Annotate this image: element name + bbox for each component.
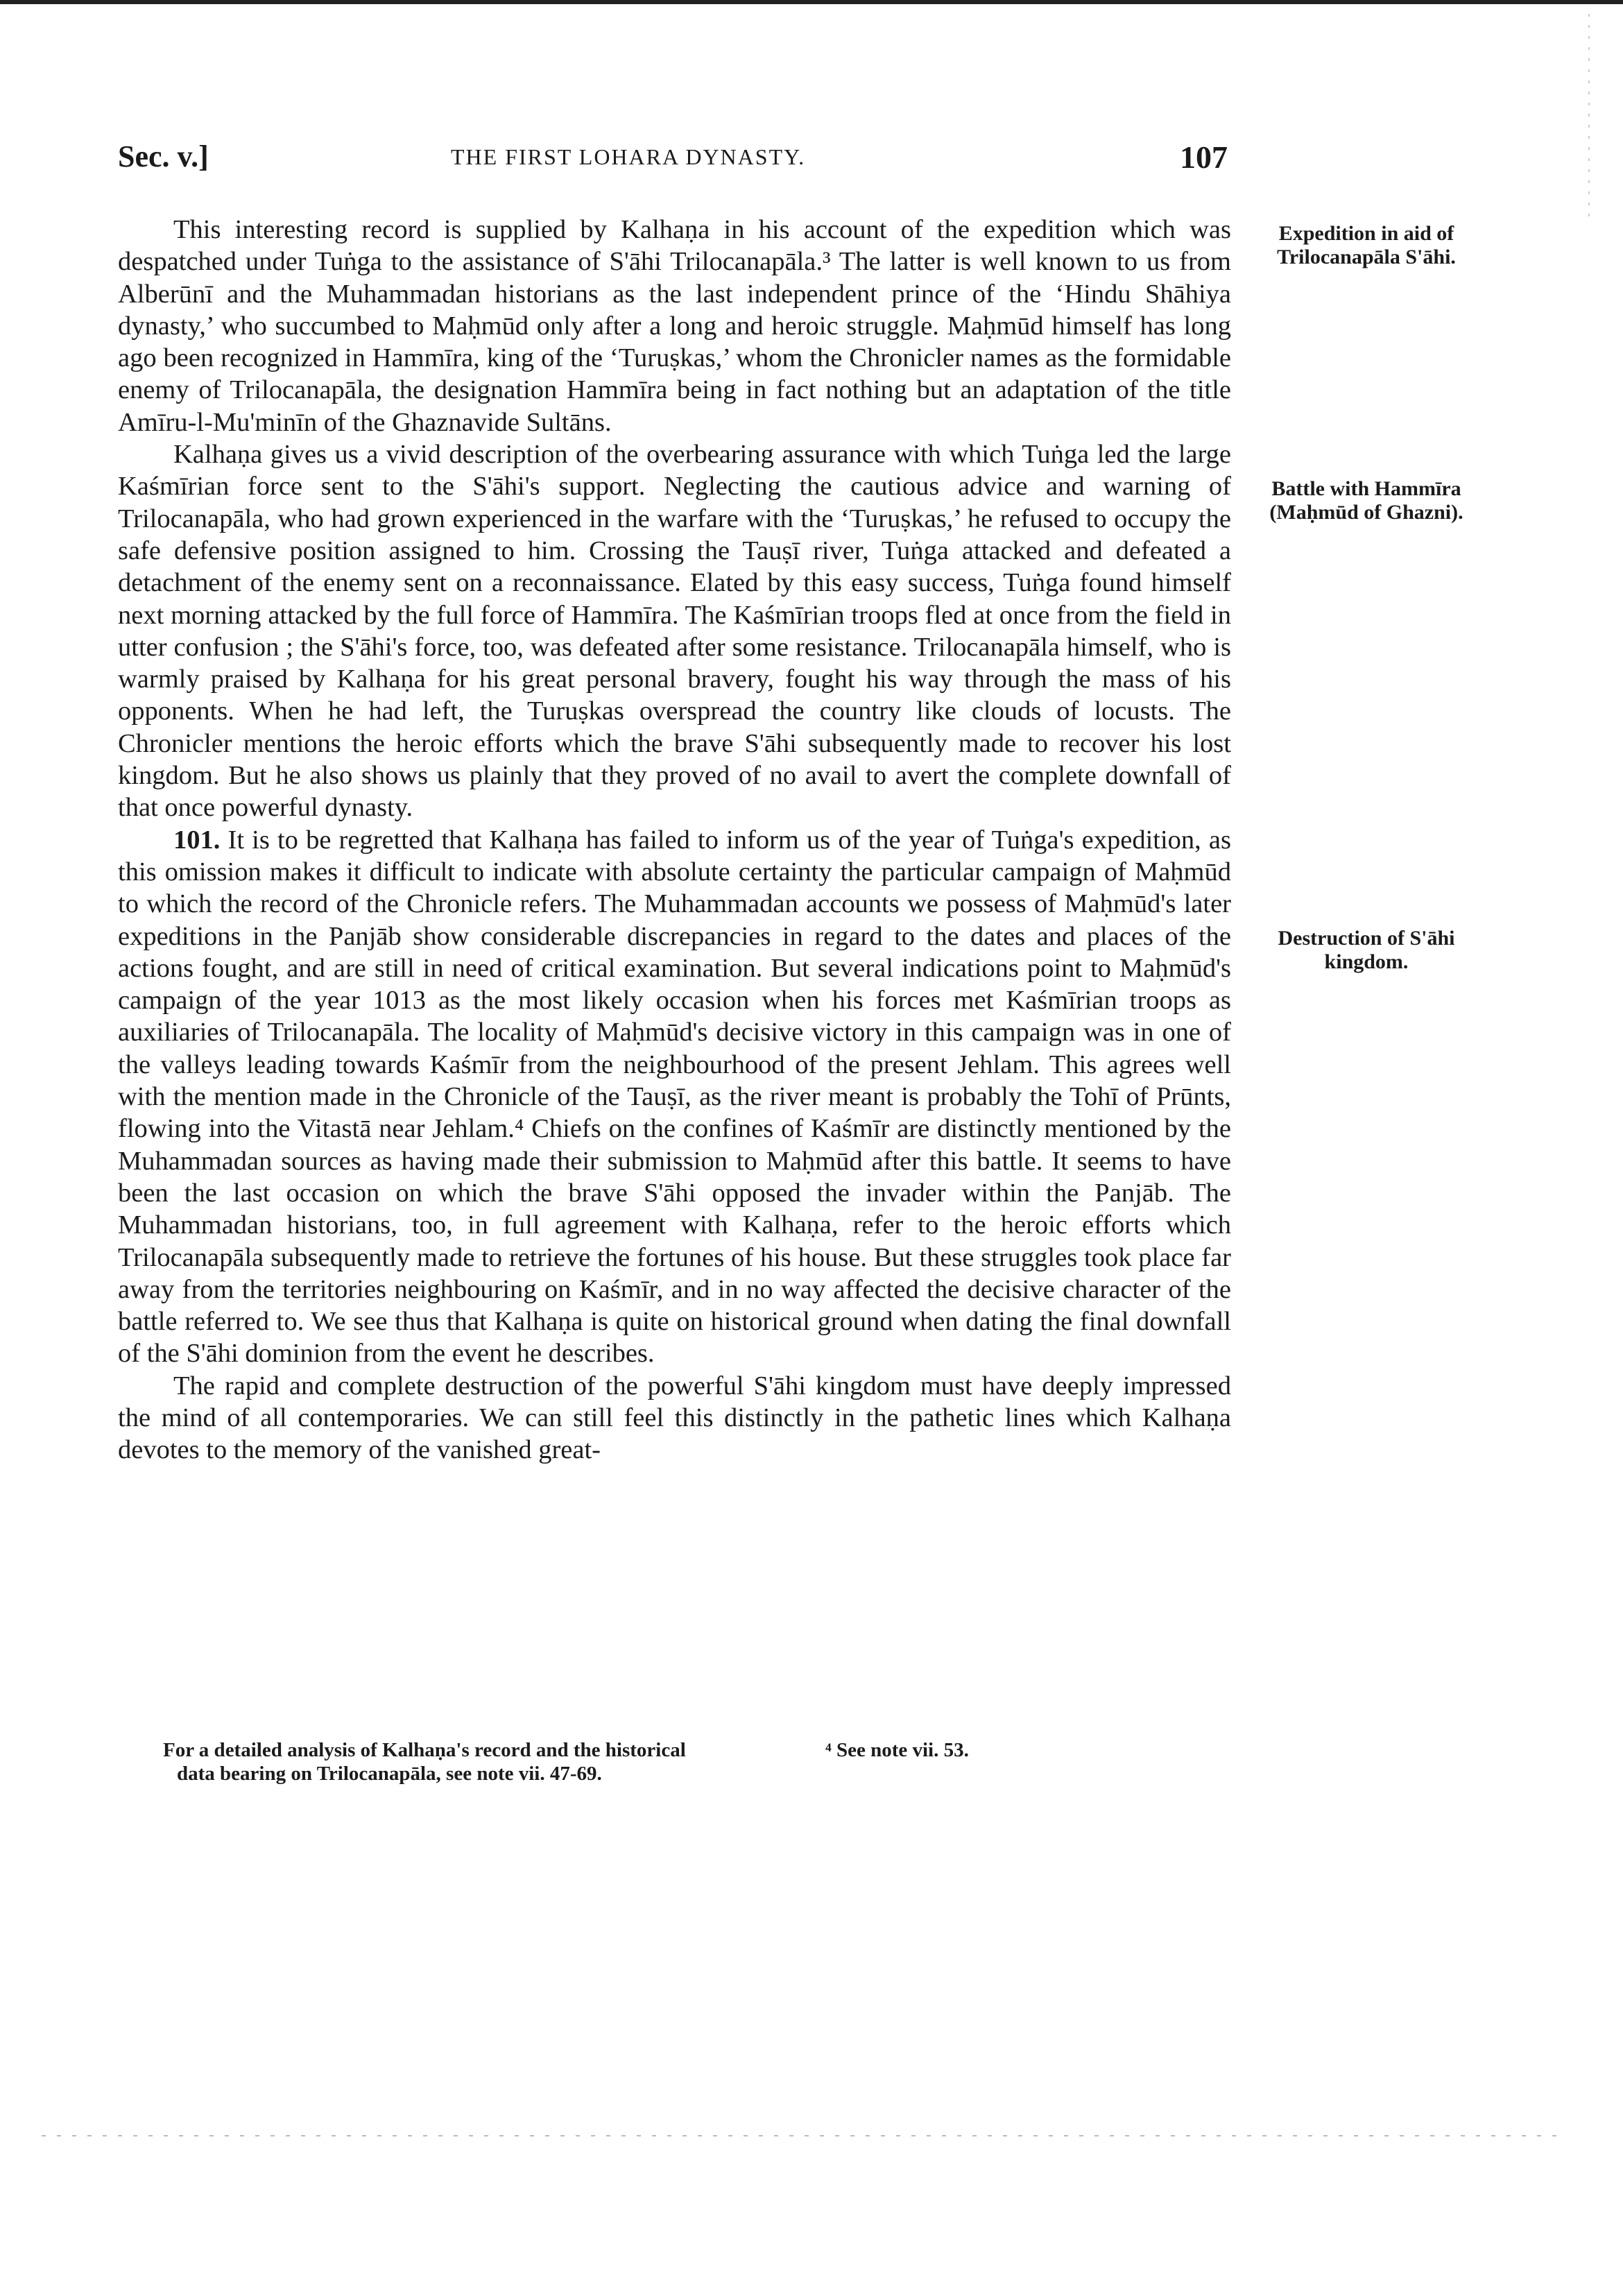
- paragraph-text: It is to be regretted that Kalhaṇa has failed to inform us of the year of Tuṅga's expedition, as this omission makes it difficult to indicate with absolute certainty the particular campaign of Maḥmūd to which the record of the Chronicle refers. The Muhammadan accounts we possess of Maḥmūd's later expeditions in the Panjāb show considerable discrepancies in regard to the dates and places of the actions fought, and are still in need of critical examination. But several indications point to Maḥmūd's campaign of the year 1013 as the most likely occasion when his forces met Kaśmīrian troops as auxiliaries of Trilocanapāla. The locality of Maḥmūd's decisive victory in this campaign was in one of the valleys leading towards Kaśmīr from the neighbourhood of the present Jehlam. This agrees well with the mention made in the Chronicle of the Tauṣī, as the river meant is probably the Tohī of Prūnts, flowing into the Vitastā near Jehlam.⁴ Chiefs on the confines of Kaśmīr are distinctly mentioned by the Muhammadan sources as having made their submission to Maḥmūd after this battle. It seems to have been the last occasion on which the brave S'āhi opposed the invader within the Panjāb. The Muhammadan historians, too, in full agreement with Kalhaṇa, refer to the heroic efforts which Trilocanapāla subsequently made to retrieve the fortunes of his house. But these struggles took place far away from the territories neighbouring on Kaśmīr, and in no way affected the decisive character of the battle referred to. We see thus that Kalhaṇa is quite on historical ground when dating the final downfall of the S'āhi dominion from the event he describes.: [118, 825, 1232, 1369]
- main-text: [118, 214, 1231, 1466]
- margin-note: Destruction of S'āhi kingdom.: [1278, 927, 1455, 973]
- margin-note: Battle with Hammīra (Maḥmūd of Ghazni).: [1269, 477, 1463, 524]
- page-number: 107: [1180, 139, 1228, 175]
- scan-artifact-line: [42, 2135, 1568, 2136]
- footnote-3: For a detailed analysis of Kalhaṇa's record and the historical data bearing on Trilocanapāla, see note vii. 47-69.: [163, 1739, 686, 1785]
- paragraph-number: 101.: [173, 825, 221, 855]
- paragraph: This interesting record is supplied by Kalhaṇa in his account of the expedition which was despatched under Tuṅga to the assistance of S'āhi Trilocanapāla.³ The latter is well known to us from Alberūnī and the Muhammadan historians as the last independent prince of the ‘Hindu Shāhiya dynasty,’ who succumbed to Maḥmūd only after a long and heroic struggle. Maḥmūd himself has long ago been recognized in Hammīra, king of the ‘Turuṣkas,’ whom the Chronicler names as the formidable enemy of Trilocanapāla, the designation Hammīra being in fact nothing but an adaptation of the title Amīru-l-Mu'minīn of the Ghaznavide Sultāns.: [118, 215, 1231, 437]
- footnote-4: ⁴ See note vii. 53.: [825, 1739, 969, 1761]
- numbered-paragraph: [118, 824, 1231, 1370]
- section-label: Sec. v.]: [118, 139, 209, 173]
- margin-note: Expedition in aid of Trilocanapāla S'āhi.: [1277, 222, 1456, 268]
- page-top-border: [0, 0, 1623, 4]
- paragraph: The rapid and complete destruction of the powerful S'āhi kingdom must have deeply impressed the mind of all contemporaries. We can still feel this distinctly in the pathetic lines which Kalhaṇa devotes to the memory of the vanished great-: [118, 1371, 1231, 1465]
- running-title: THE FIRST LOHARA DYNASTY.: [451, 144, 806, 169]
- page-header: [118, 139, 1228, 187]
- paragraph: Kalhaṇa gives us a vivid description of the overbearing assurance with which Tuṅga led the large Kaśmīrian force sent to the S'āhi's support. Neglecting the cautious advice and warning of Trilocanapāla, who had grown experienced in the warfare with the ‘Turuṣkas,’ he refused to occupy the safe defensive position assigned to him. Crossing the Tauṣī river, Tuṅga attacked and defeated a detachment of the enemy sent on a reconnaissance. Elated by this easy success, Tuṅga found himself next morning attacked by the full force of Hammīra. The Kaśmīrian troops fled at once from the field in utter confusion ; the S'āhi's force, too, was defeated after some resistance. Trilocanapāla himself, who is warmly praised by Kalhaṇa for his great personal bravery, fought his way through the mass of his opponents. When he had left, the Turuṣkas overspread the country like clouds of locusts. The Chronicler mentions the heroic efforts which the brave S'āhi subsequently made to recover his lost kingdom. But he also shows us plainly that they proved of no avail to avert the complete downfall of that once powerful dynasty.: [118, 440, 1231, 823]
- scan-edge-artifact: [1588, 14, 1590, 222]
